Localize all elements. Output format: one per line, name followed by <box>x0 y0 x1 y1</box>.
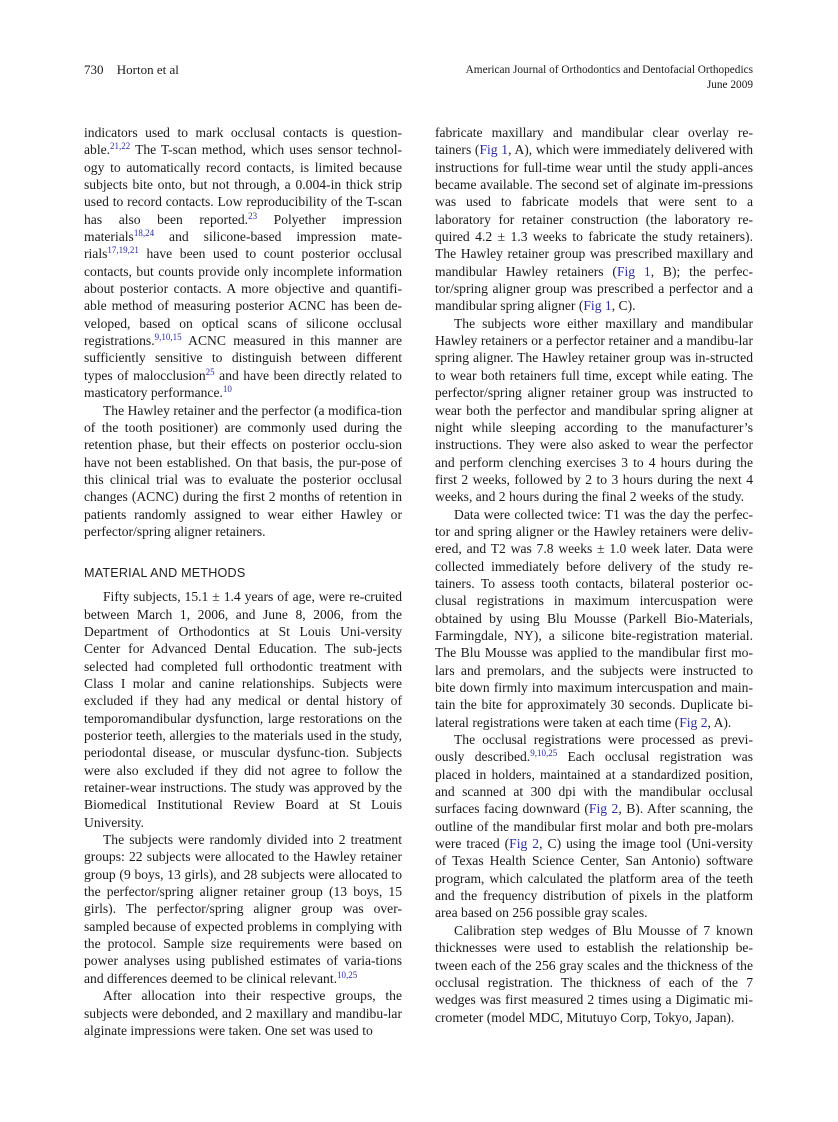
figure-link[interactable]: Fig 1 <box>616 263 651 279</box>
paragraph: The Hawley retainer and the perfector (a modifica-tion of the tooth positioner) are commonly used during the retention phase, but their effects on posterior occlu-sion have not been established. On that basis, the pur-pose of this clinical trial was to evaluate the posterior occlusal changes (ACNC) during the first 2 months of retention in patients randomly assigned to wear either Hawley or perfector/spring aligner retainers. <box>84 402 402 539</box>
running-header-right <box>466 63 753 93</box>
issue-date: June 2009 <box>706 79 753 91</box>
citation[interactable]: 21,22 <box>110 141 131 152</box>
figure-link[interactable]: Fig 2 <box>588 801 619 817</box>
citation[interactable]: 23 <box>248 210 258 221</box>
figure-link[interactable]: Fig 2 <box>679 714 708 730</box>
citation[interactable]: 9,10,25 <box>530 748 558 759</box>
left-column <box>84 124 402 1039</box>
paragraph: fabricate maxillary and mandibular clear overlay re-tainers (Fig 1, A), which were immediately delivered with instructions for full-time wear until the study appli-ances became available. The second set of alginate im-pressions was used to fabricate models that were sent to a laboratory for retainer construction (the laboratory re-quired 4.2 ± 1.3 weeks to fabricate the study retainers). The Hawley retainer group was prescribed maxillary and mandibular Hawley retainers (Fig 1, B); the perfec-tor/spring aligner group was prescribed a perfector and a mandibular spring aligner (Fig 1, C). <box>435 125 753 314</box>
author-running-head: Horton et al <box>116 62 179 77</box>
paragraph: indicators used to mark occlusal contacts is question-able.$^{21,22}$ The T-scan method, which uses sensor technol-ogy to automatically record contacts, is limited because subjects bite onto, but not through, a 0.004-in thick strip used to record contacts. Low reproducibility of the T-scan has also been reported.$^{23}$ Polyether impression materials$^{18,24}$ and silicone-based impression mate-rials$^{17,19,21}$ have been used to count posterior occlusal contacts, but counts provide only incomplete information about posterior contacts. A more objective and quantifi-able method of measuring posterior ACNC has been de-veloped, based on optical scans of silicone occlusal registrations.$^{9,10,15}$ ACNC measured in this manner are sufficiently sensitive to distinguish between different types of malocclusion$^{25}$ and have been directly related to masticatory performance.$^{10}$ <box>84 125 402 401</box>
paragraph: Fifty subjects, 15.1 ± 1.4 years of age, were re-cruited between March 1, 2006, and June 8, 2006, from the Department of Orthodontics at St Louis Uni-versity Center for Advanced Dental Education. The sub-jects selected had completed full orthodontic treatment with Class I molar and canine relationships. Subjects were excluded if they had any medical or dental history of temporomandibular dysfunction, large restorations on the posterior teeth, allergies to the materials used in the study, periodontal disease, or muscular dysfunc-tion. Subjects were also excluded if they did not agree to follow the retainer-wear instructions. The study was approved by the Biomedical Institutional Review Board at St Louis University. <box>84 589 402 830</box>
section-heading: MATERIAL AND METHODS <box>84 566 246 581</box>
paragraph: After allocation into their respective groups, the subjects were debonded, and 2 maxillary and mandibu-lar alginate impressions were taken. One set was used to <box>84 988 402 1038</box>
paragraph: The occlusal registrations were processed as previ-ously described.$^{9,10,25}$ Each occlusal registration was placed in holders, maintained at a standardized position, and scanned at 300 dpi with the mandibular occlusal surfaces facing downward (Fig 2, B). After scanning, the outline of the mandibular first molar and both pre-molars were traced (Fig 2, C) using the image tool (Uni-versity of Texas Health Science Center, San Antonio) software program, which calculated the platform area of the teeth and the frequency distribution of pixels in the platform area based on 256 possible gray scales. <box>435 732 753 921</box>
paragraph: The subjects were randomly divided into 2 treatment groups: 22 subjects were allocated to the Hawley retainer group (9 boys, 13 girls), and 28 subjects were allocated to the perfector/spring aligner retainer group (13 boys, 15 girls). The perfector/spring aligner group was over-sampled because of expected problems in complying with the protocol. Sample size requirements were based on power analyses using published estimates of varia-tions and differences deemed to be clinical relevant.$^{10,25}$ <box>84 832 402 986</box>
page-number: 730 <box>84 62 104 77</box>
figure-link[interactable]: Fig 1 <box>479 142 509 158</box>
paragraph: Calibration step wedges of Blu Mousse of 7 known thicknesses were used to establish the relationship be-tween each of the 256 gray scales and the thickness of the occlusal registration. The thickness of each of the 7 wedges was first measured 2 times using a Digimatic mi-crometer (model MDC, Mitutuyo Corp, Tokyo, Japan). <box>435 922 753 1025</box>
journal-title: American Journal of Orthodontics and Dentofacial Orthopedics <box>465 64 753 76</box>
citation[interactable]: 25 <box>205 366 215 377</box>
citation[interactable]: 10 <box>222 384 232 395</box>
paragraph: The subjects wore either maxillary and mandibular Hawley retainers or a perfector retainer and a mandibu-lar spring aligner. The Hawley retainer group was in-structed to wear both retainers full time, except while eating. The perfector/spring aligner retainer group was instructed to wear both the perfector and mandibular spring aligner at night while sleeping according to the manufacturer’s instructions. They were also asked to wear the perfector and perform clenching exercises 3 to 4 hours during the first 2 weeks, followed by 2 to 3 hours during the next 4 weeks, and 2 hours during the final 2 weeks of the study. <box>435 315 753 505</box>
figure-link[interactable]: Fig 1 <box>583 298 612 314</box>
figure-link[interactable]: Fig 2 <box>509 836 540 852</box>
citation[interactable]: 18,24 <box>133 228 155 239</box>
citation[interactable]: 9,10,15 <box>154 332 182 343</box>
paragraph: Data were collected twice: T1 was the day the perfec-tor and spring aligner or the Hawley retainers were deliv-ered, and T2 was 7.8 weeks ± 1.0 week later. Data were collected immediately before delivery of the study re-tainers. To assess tooth contacts, bilateral posterior oc-clusal registrations in maximum intercuspation were obtained by using Blu Mousse (Parkell Bio-Materials, Farmingdale, NY), a silicone bite-registration material. The Blu Mousse was applied to the mandibular first mo-lars and premolars, and the subjects were instructed to bite down firmly into maximum intercuspation and main-tain the bite for approximately 30 seconds. Duplicate bi-lateral registrations were taken at each time (Fig 2, A). <box>435 506 753 730</box>
right-column <box>435 124 753 1026</box>
citation[interactable]: 17,19,21 <box>107 245 139 256</box>
running-header-left <box>84 62 179 78</box>
citation[interactable]: 10,25 <box>337 969 358 980</box>
